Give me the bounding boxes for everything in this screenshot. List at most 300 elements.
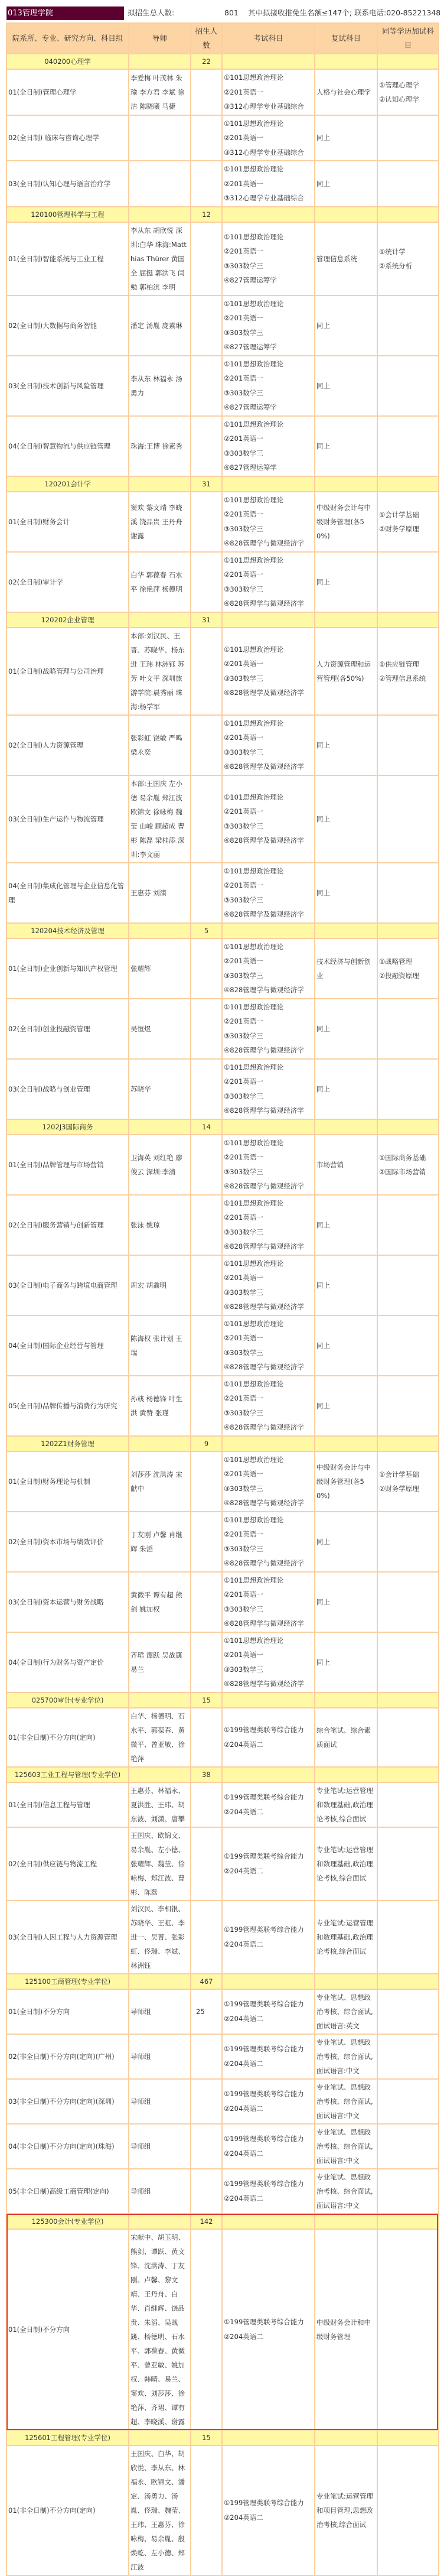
direction-count bbox=[191, 356, 222, 416]
tutor-list: 刘汉民、李相银、苏晓华、王虹、李进一、吴菁、张彩虹、佟瑞、李斌、林洲钰 bbox=[129, 1901, 191, 1974]
exam-subject: ②201英语一 bbox=[224, 733, 263, 742]
direction-name: 05(非全日制)高级工商管理(定向) bbox=[6, 2169, 129, 2214]
exam-subjects bbox=[222, 115, 315, 161]
direction-count bbox=[191, 2079, 222, 2124]
exam-subject: ③303数学三 bbox=[224, 1665, 263, 1674]
exam-subject: ③303数学三 bbox=[224, 524, 263, 533]
major-name: 125601工程管理(专业学位) bbox=[6, 2430, 129, 2445]
direction-row bbox=[6, 1572, 439, 1632]
exam-subjects bbox=[222, 1632, 315, 1693]
exam-subject: ②201英语一 bbox=[224, 1470, 263, 1478]
direction-row bbox=[6, 628, 439, 715]
direction-count: 25 bbox=[191, 1989, 222, 2034]
major-exam-cell bbox=[222, 1693, 315, 1708]
retest-subject: 专业笔试:运营管理和数理基础,政治理论考核,综合面试 bbox=[315, 1901, 377, 1974]
exam-subject: ②201英语一 bbox=[224, 957, 263, 965]
direction-name: 04(全日制)国际企业经营与管理 bbox=[6, 1315, 129, 1376]
direction-row bbox=[6, 1827, 439, 1901]
extra-subjects bbox=[377, 1451, 439, 1512]
exam-subject: ④828管理学及微观经济学 bbox=[224, 762, 304, 771]
exam-subject: ②204英语二 bbox=[224, 2014, 263, 2023]
exam-subject: ②204英语二 bbox=[224, 1866, 263, 1875]
top-bar bbox=[0, 0, 444, 22]
tutor-list: 白华、杨德明、石水平、郭葆春、黄微平、曾亚敏、徐艳萍 bbox=[129, 1708, 191, 1767]
direction-count bbox=[191, 1195, 222, 1255]
exam-subject: ④828管理学与微观经济学 bbox=[224, 1302, 304, 1311]
exam-subject: ③303数学三 bbox=[224, 261, 263, 270]
direction-row bbox=[6, 161, 439, 207]
major-retest-cell bbox=[315, 1974, 377, 1989]
direction-count bbox=[191, 295, 222, 356]
direction-row bbox=[6, 1195, 439, 1255]
extra-subject: ①统计学 bbox=[379, 247, 406, 256]
extra-subjects bbox=[377, 295, 439, 356]
extra-subjects bbox=[377, 715, 439, 775]
retest-subject: 同上 bbox=[315, 715, 377, 775]
major-group-row bbox=[6, 476, 439, 492]
exam-subject: ①101思想政治理论 bbox=[224, 719, 284, 727]
exam-subject: ①101思想政治理论 bbox=[224, 942, 284, 951]
direction-name: 03(全日制)资本运营与财务战略 bbox=[6, 1572, 129, 1632]
exam-subject: ①101思想政治理论 bbox=[224, 1259, 284, 1268]
retest-subject: 同上 bbox=[315, 161, 377, 207]
direction-row bbox=[6, 1376, 439, 1436]
exam-subjects bbox=[222, 356, 315, 416]
major-name: 1202J3国际商务 bbox=[6, 1119, 129, 1135]
retest-subject: 同上 bbox=[315, 416, 377, 476]
major-count: 31 bbox=[191, 612, 222, 628]
major-group-row bbox=[6, 1767, 439, 1782]
major-count: 12 bbox=[191, 207, 222, 222]
exam-subjects bbox=[222, 1512, 315, 1572]
tutor-list: 本部:王国庆 左小德 易余胤 郑江波 欧锦文 徐咏梅 魏莹 山峻 顾超成 曹彬 陈磊 梁桂添 深圳:李文丽 bbox=[129, 775, 191, 863]
exam-subject: ①101思想政治理论 bbox=[224, 1198, 284, 1207]
exam-subject: ①199管理类联考综合能力 bbox=[224, 1793, 304, 1801]
retest-subject: 管理信息系统 bbox=[315, 222, 377, 295]
retest-subject: 同上 bbox=[315, 1059, 377, 1119]
extra-subjects bbox=[377, 1135, 439, 1195]
direction-name: 02(全日制) 临床与咨询心理学 bbox=[6, 115, 129, 161]
major-name: 040200心理学 bbox=[6, 54, 129, 69]
major-retest-cell bbox=[315, 1436, 377, 1451]
exam-subjects bbox=[222, 1708, 315, 1767]
tutor-list: 卫海英 刘红艳 廖俊云 深圳:李清 bbox=[129, 1135, 191, 1195]
exam-subjects bbox=[222, 2445, 315, 2575]
major-retest-cell bbox=[315, 1119, 377, 1135]
tutor-list: 苏晓华 bbox=[129, 1059, 191, 1119]
tutor-list: 珠海:王博 徐素秀 bbox=[129, 416, 191, 476]
direction-name: 03(全日制)生产运作与物流管理 bbox=[6, 775, 129, 863]
exam-subjects bbox=[222, 1315, 315, 1376]
exam-subjects bbox=[222, 2229, 315, 2430]
exam-subject: ④827管理运筹学 bbox=[224, 403, 277, 411]
direction-name: 02(全日制)创业投融资管理 bbox=[6, 999, 129, 1059]
exam-subject: ②201英语一 bbox=[224, 1213, 263, 1222]
extra-subjects bbox=[377, 492, 439, 552]
exam-subject: ②201英语一 bbox=[224, 374, 263, 382]
tutor-list: 导师组 bbox=[129, 2079, 191, 2124]
direction-name: 01(全日制)管理心理学 bbox=[6, 69, 129, 115]
major-group-row bbox=[6, 207, 439, 222]
direction-row bbox=[6, 295, 439, 356]
exam-subject: ②201英语一 bbox=[224, 1530, 263, 1538]
direction-row bbox=[6, 1512, 439, 1572]
direction-count bbox=[191, 1901, 222, 1974]
tutor-list: 王惠芬、林福永、夏洪胜、王玮、胡东波、刘潇、唐攀 bbox=[129, 1782, 191, 1827]
tutor-list: 宋献中、胡玉明、熊剑、谭跃、黄文锋、沈洪涛、丁友刚、卢馨、黎文靖、王丹舟、白华、肖继辉、饶品贵、朱滔、吴战篪、杨德明、石水平、郭葆春、黄微平、曾亚敏、姚加权、韩晴、易兰、窦欢、刘莎莎、徐艳萍、齐珺、谭有超、李晓溪、谢露 bbox=[129, 2229, 191, 2430]
exam-subjects bbox=[222, 1255, 315, 1315]
col-header-retest: 复试科目 bbox=[315, 23, 377, 54]
col-header-extra: 同等学历加试科目 bbox=[377, 23, 439, 54]
exam-subject: ②201英语一 bbox=[224, 1651, 263, 1659]
tutor-list: 王国庆、欧锦文、易余胤、左小德、张耀辉、魏莹、徐咏梅、郑江波、曹彬、陈磊 bbox=[129, 1827, 191, 1901]
exam-subject: ③303数学三 bbox=[224, 1288, 263, 1297]
exam-subject: ④827管理运筹学 bbox=[224, 463, 277, 472]
direction-count bbox=[191, 1632, 222, 1693]
extra-subject: ②财务学原理 bbox=[379, 524, 419, 533]
direction-count bbox=[191, 938, 222, 999]
major-name: 125100工商管理(专业学位) bbox=[6, 1974, 129, 1989]
retest-subject: 同上 bbox=[315, 1376, 377, 1436]
exam-subject: ③303数学三 bbox=[224, 449, 263, 457]
exam-subject: ③312心理学专业基础综合 bbox=[224, 148, 304, 157]
exam-subjects bbox=[222, 161, 315, 207]
major-count: 38 bbox=[191, 1767, 222, 1782]
exam-subject: ④827管理运筹学 bbox=[224, 343, 277, 351]
retest-subject: 专业笔试、思想政治考核、综合面试,面试语言:中文 bbox=[315, 2034, 377, 2079]
exam-subject: ①101思想政治理论 bbox=[224, 232, 284, 241]
major-tutor-cell bbox=[129, 923, 191, 938]
direction-count bbox=[191, 1135, 222, 1195]
major-count: 9 bbox=[191, 1436, 222, 1451]
major-extra-cell bbox=[377, 2214, 439, 2229]
exam-subject: ③303数学三 bbox=[224, 1092, 263, 1100]
exam-subjects bbox=[222, 69, 315, 115]
major-exam-cell bbox=[222, 923, 315, 938]
exam-subject: ①101思想政治理论 bbox=[224, 359, 284, 368]
exam-subjects bbox=[222, 2169, 315, 2214]
major-tutor-cell bbox=[129, 1767, 191, 1782]
exam-subject: ③312心理学专业基础综合 bbox=[224, 102, 304, 111]
extra-subjects bbox=[377, 1708, 439, 1767]
exam-subject: ②201英语一 bbox=[224, 1077, 263, 1086]
exam-subject: ③303数学三 bbox=[224, 895, 263, 904]
retest-subject: 专业笔试、思想政治考核、综合面试,面试语言:中文 bbox=[315, 2079, 377, 2124]
extra-subject: ①会计学基础 bbox=[379, 510, 419, 519]
extra-subjects bbox=[377, 2229, 439, 2430]
tutor-list: 张彩虹 饶敏 严鸣 梁永奕 bbox=[129, 715, 191, 775]
extra-subjects bbox=[377, 161, 439, 207]
exam-subject: ①199管理类联考综合能力 bbox=[224, 2318, 304, 2326]
exam-subjects bbox=[222, 1376, 315, 1436]
major-exam-cell bbox=[222, 2214, 315, 2229]
exam-subject: ②204英语二 bbox=[224, 1740, 263, 1749]
tutor-list: 王国庆、白华、胡欣悦、李从东、林福永、欧锦文、潘定、汤勇力、汤胤、佟瑞、魏莹、王玮、王惠芬、徐咏梅、易余胤、殷焕乾、左小德、郑江波 bbox=[129, 2445, 191, 2575]
exam-subject: ③303数学三 bbox=[224, 748, 263, 756]
direction-count bbox=[191, 69, 222, 115]
extra-subject: ②系统分析 bbox=[379, 261, 413, 270]
exam-subject: ③303数学三 bbox=[224, 584, 263, 593]
direction-row bbox=[6, 863, 439, 923]
exam-subject: ①101思想政治理论 bbox=[224, 420, 284, 428]
direction-name: 05(全日制)品牌传播与消费行为研究 bbox=[6, 1376, 129, 1436]
exam-subjects bbox=[222, 222, 315, 295]
major-exam-cell bbox=[222, 1974, 315, 1989]
retest-subject: 同上 bbox=[315, 999, 377, 1059]
direction-name: 03(全日制)电子商务与跨境电商管理 bbox=[6, 1255, 129, 1315]
direction-row bbox=[6, 1255, 439, 1315]
major-count: 142 bbox=[191, 2214, 222, 2229]
exam-subject: ②201英语一 bbox=[224, 1334, 263, 1342]
extra-subjects bbox=[377, 69, 439, 115]
retest-subject: 同上 bbox=[315, 1255, 377, 1315]
direction-name: 01(全日制)智能系统与工业工程 bbox=[6, 222, 129, 295]
tutor-list: 窦欢 黎文靖 李晓溪 饶品贵 王丹舟 谢露 bbox=[129, 492, 191, 552]
direction-row bbox=[6, 416, 439, 476]
tutor-list: 李从东 林福永 汤勇力 bbox=[129, 356, 191, 416]
direction-row bbox=[6, 222, 439, 295]
major-count: 467 bbox=[191, 1974, 222, 1989]
exam-subject: ②201英语一 bbox=[224, 1153, 263, 1161]
enrollment-summary bbox=[128, 7, 440, 18]
direction-count bbox=[191, 222, 222, 295]
retest-subject: 同上 bbox=[315, 1315, 377, 1376]
extra-subjects bbox=[377, 1255, 439, 1315]
col-header-tutor: 导师 bbox=[129, 23, 191, 54]
exam-subject: ④828管理学与微观经济学 bbox=[224, 1046, 304, 1054]
retest-subject: 人力资源管理和运营管理(各50%) bbox=[315, 628, 377, 715]
extra-subject: ①管理心理学 bbox=[379, 80, 419, 89]
tutor-list: 张耀辉 bbox=[129, 938, 191, 999]
major-exam-cell bbox=[222, 207, 315, 222]
major-tutor-cell bbox=[129, 2214, 191, 2229]
exam-subjects bbox=[222, 775, 315, 863]
direction-row bbox=[6, 1451, 439, 1512]
exam-subject: ④828管理学与微观经济学 bbox=[224, 599, 304, 608]
exam-subjects bbox=[222, 628, 315, 715]
tutor-list bbox=[129, 161, 191, 207]
direction-row bbox=[6, 2229, 439, 2430]
direction-count bbox=[191, 1572, 222, 1632]
major-exam-cell bbox=[222, 1119, 315, 1135]
major-tutor-cell bbox=[129, 1974, 191, 1989]
direction-count bbox=[191, 2034, 222, 2079]
direction-name: 03(全日制)战略与创业管理 bbox=[6, 1059, 129, 1119]
exam-subject: ①199管理类联考综合能力 bbox=[224, 1852, 304, 1860]
exam-subject: ③303数学三 bbox=[224, 1484, 263, 1493]
exam-subject: ②201英语一 bbox=[224, 247, 263, 255]
major-retest-cell bbox=[315, 1693, 377, 1708]
direction-row bbox=[6, 492, 439, 552]
exam-subject: ②201英语一 bbox=[224, 881, 263, 889]
direction-count bbox=[191, 999, 222, 1059]
tutor-list: 潘定 汤胤 庞素琳 bbox=[129, 295, 191, 356]
retest-subject: 专业笔试、思想政治考核、综合面试,面试语言:中文 bbox=[315, 2124, 377, 2169]
direction-row bbox=[6, 715, 439, 775]
exam-subject: ①101思想政治理论 bbox=[224, 1319, 284, 1328]
major-extra-cell bbox=[377, 1436, 439, 1451]
col-header-count: 招生人数 bbox=[191, 23, 222, 54]
major-tutor-cell bbox=[129, 612, 191, 628]
exam-subject: ②204英语二 bbox=[224, 2194, 263, 2203]
direction-count bbox=[191, 1315, 222, 1376]
retest-subject: 同上 bbox=[315, 1195, 377, 1255]
exam-subject: ②204英语二 bbox=[224, 2059, 263, 2068]
exam-subject: ③312心理学专业基础综合 bbox=[224, 194, 304, 202]
exam-subject: ①101思想政治理论 bbox=[224, 1455, 284, 1464]
direction-count bbox=[191, 1255, 222, 1315]
direction-row bbox=[6, 2124, 439, 2169]
exam-subject: ②201英语一 bbox=[224, 87, 263, 96]
retest-subject: 综合笔试、综合素质面试 bbox=[315, 1708, 377, 1767]
major-retest-cell bbox=[315, 2430, 377, 2445]
exam-subject: ①101思想政治理论 bbox=[224, 866, 284, 875]
extra-subject: ①供应链管理 bbox=[379, 660, 419, 668]
exam-subject: ④828管理学与微观经济学 bbox=[224, 1242, 304, 1250]
direction-row bbox=[6, 1901, 439, 1974]
direction-name: 04(非全日制)不分方向(定向)(珠海) bbox=[6, 2124, 129, 2169]
major-count: 31 bbox=[191, 476, 222, 492]
exam-subject: ③303数学三 bbox=[224, 1167, 263, 1176]
school-title: 013管理学院 bbox=[6, 7, 124, 20]
major-group-row bbox=[6, 923, 439, 938]
exam-subjects bbox=[222, 2124, 315, 2169]
exam-subject: ④828管理学与微观经济学 bbox=[224, 986, 304, 994]
extra-subject: ②国际市场营销 bbox=[379, 1167, 426, 1176]
exam-subjects bbox=[222, 552, 315, 612]
exam-subject: ③303数学三 bbox=[224, 328, 263, 337]
exam-subject: ①101思想政治理论 bbox=[224, 556, 284, 564]
direction-name: 02(非全日制)不分方向(定向)(广州) bbox=[6, 2034, 129, 2079]
table-body bbox=[6, 54, 439, 2575]
major-retest-cell bbox=[315, 2214, 377, 2229]
exam-subject: ①199管理类联考综合能力 bbox=[224, 2179, 304, 2188]
exam-subject: ④828管理学与微观经济学 bbox=[224, 1499, 304, 1507]
exam-subject: ①101思想政治理论 bbox=[224, 119, 284, 128]
direction-count bbox=[191, 161, 222, 207]
extra-subject: ①国际商务基础 bbox=[379, 1153, 426, 1162]
direction-name: 02(全日制)服务营销与创新管理 bbox=[6, 1195, 129, 1255]
major-name: 1202Z1财务管理 bbox=[6, 1436, 129, 1451]
extra-subject: ②投融资原理 bbox=[379, 971, 419, 980]
tutor-list: 本部:刘汉民、王晋、苏晓华、杨东进 王玮 林洲钰 苏芳 叶文平 深圳旅游学院:晨秀丽 珠海:杨学军 bbox=[129, 628, 191, 715]
direction-name: 04(全日制)智慧物流与供应链管理 bbox=[6, 416, 129, 476]
direction-name: 03(非全日制)不分方向(定向)(深圳) bbox=[6, 2079, 129, 2124]
direction-count bbox=[191, 863, 222, 923]
tutor-list: 李爱梅 叶茂林 朱瑜 李方君 李斌 徐洁 陈晓曦 马捷 bbox=[129, 69, 191, 115]
exam-subject: ③303数学三 bbox=[224, 1408, 263, 1417]
direction-name: 01(全日制)不分方向 bbox=[6, 2229, 129, 2430]
exam-subject: ②204英语二 bbox=[224, 2513, 263, 2522]
major-tutor-cell bbox=[129, 207, 191, 222]
tutor-list: 周宏 胡鑫明 bbox=[129, 1255, 191, 1315]
exam-subject: ①199管理类联考综合能力 bbox=[224, 2135, 304, 2143]
tutor-list: 刘莎莎 沈洪涛 宋献中 bbox=[129, 1451, 191, 1512]
exam-subjects bbox=[222, 1901, 315, 1974]
retest-subject: 同上 bbox=[315, 552, 377, 612]
exam-subject: ②201英语一 bbox=[224, 314, 263, 322]
major-extra-cell bbox=[377, 1767, 439, 1782]
extra-subjects bbox=[377, 1315, 439, 1376]
major-name: 120204技术经济及管理 bbox=[6, 923, 129, 938]
extra-subjects bbox=[377, 222, 439, 295]
retest-subject: 技术经济与创新创业 bbox=[315, 938, 377, 999]
major-exam-cell bbox=[222, 1436, 315, 1451]
direction-count bbox=[191, 115, 222, 161]
exam-subject: ①199管理类联考综合能力 bbox=[224, 2000, 304, 2008]
extra-subjects bbox=[377, 1512, 439, 1572]
retest-subject: 同上 bbox=[315, 115, 377, 161]
major-exam-cell bbox=[222, 612, 315, 628]
extra-subjects bbox=[377, 999, 439, 1059]
exam-subject: ①101思想政治理论 bbox=[224, 1636, 284, 1645]
exam-subjects bbox=[222, 1451, 315, 1512]
exam-subject: ④828管理学与微观经济学 bbox=[224, 1619, 304, 1628]
major-group-row bbox=[6, 2430, 439, 2445]
exam-subjects bbox=[222, 492, 315, 552]
retest-subject: 专业笔试:运营管理和项目管理,思想政治考核,综合面试 bbox=[315, 2445, 377, 2575]
tutor-list: 张泳 姚琼 bbox=[129, 1195, 191, 1255]
exam-subject: ④828管理学及微观经济学 bbox=[224, 910, 304, 918]
extra-subjects bbox=[377, 552, 439, 612]
exam-subject: ④828管理学与微观经济学 bbox=[224, 1106, 304, 1115]
direction-name: 01(全日制)企业创新与知识产权管理 bbox=[6, 938, 129, 999]
direction-name: 03(全日制)认知心理与语言治疗学 bbox=[6, 161, 129, 207]
tutor-list: 陈海权 张计划 王瑞 bbox=[129, 1315, 191, 1376]
retest-subject: 专业笔试、思想政治考核、综合面试,面试语言:英文 bbox=[315, 1989, 377, 2034]
total-value: 801 bbox=[224, 8, 239, 17]
direction-row bbox=[6, 1782, 439, 1827]
major-exam-cell bbox=[222, 476, 315, 492]
exam-subject: ②201英语一 bbox=[224, 1394, 263, 1402]
major-group-row bbox=[6, 2214, 439, 2229]
major-name: 025700审计(专业学位) bbox=[6, 1693, 129, 1708]
extra-subject: ①战略管理 bbox=[379, 957, 413, 966]
direction-name: 04(全日制)行为财务与资产定价 bbox=[6, 1632, 129, 1693]
major-exam-cell bbox=[222, 2430, 315, 2445]
major-name: 125300会计(专业学位) bbox=[6, 2214, 129, 2229]
major-name: 120202企业管理 bbox=[6, 612, 129, 628]
exam-subject: ④828管理学与微观经济学 bbox=[224, 1363, 304, 1371]
direction-count bbox=[191, 492, 222, 552]
exam-subject: ①101思想政治理论 bbox=[224, 1576, 284, 1584]
direction-row bbox=[6, 775, 439, 863]
exam-subject: ②201英语一 bbox=[224, 179, 263, 188]
direction-name: 01(全日制)财务理论与机制 bbox=[6, 1451, 129, 1512]
col-header-exam: 考试科目 bbox=[222, 23, 315, 54]
retest-subject: 同上 bbox=[315, 295, 377, 356]
tutor-list: 王惠芬 刘潇 bbox=[129, 863, 191, 923]
extra-subjects bbox=[377, 2169, 439, 2214]
exam-subject: ②201英语一 bbox=[224, 134, 263, 142]
major-name: 120201会计学 bbox=[6, 476, 129, 492]
direction-count bbox=[191, 416, 222, 476]
exam-subjects bbox=[222, 999, 315, 1059]
direction-row bbox=[6, 999, 439, 1059]
tutor-list: 齐珺 谭跃 吴战篪 易兰 bbox=[129, 1632, 191, 1693]
major-group-row bbox=[6, 612, 439, 628]
exam-subject: ④827管理运筹学 bbox=[224, 276, 277, 284]
extra-subjects bbox=[377, 1059, 439, 1119]
major-group-row bbox=[6, 1436, 439, 1451]
major-extra-cell bbox=[377, 612, 439, 628]
tutor-list: 导师组 bbox=[129, 2124, 191, 2169]
direction-row bbox=[6, 552, 439, 612]
extra-subjects bbox=[377, 2124, 439, 2169]
extra-subjects bbox=[377, 2034, 439, 2079]
direction-count bbox=[191, 1708, 222, 1767]
direction-name: 02(全日制)大数据与商务智能 bbox=[6, 295, 129, 356]
